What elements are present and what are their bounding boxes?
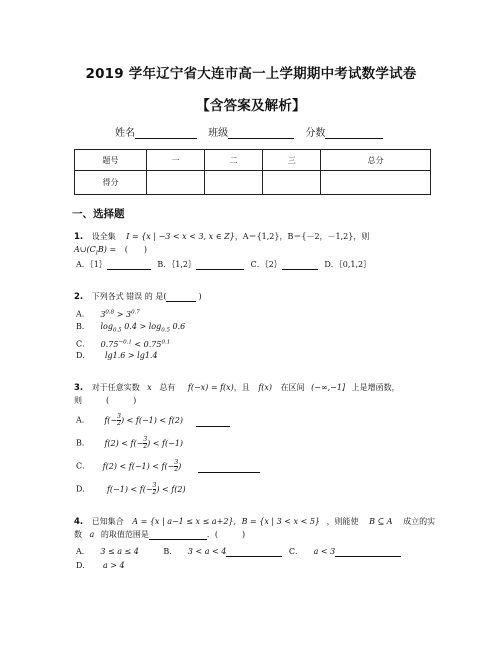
option-c[interactable]: a < 3 bbox=[313, 547, 336, 556]
question-text: 数 bbox=[74, 530, 82, 539]
option-c[interactable]: C．｛2｝ bbox=[250, 260, 282, 269]
question-number: 2. bbox=[74, 292, 84, 302]
question-text: ) bbox=[198, 292, 202, 301]
option-a[interactable]: 3 ≤ a ≤ 4 bbox=[100, 547, 139, 556]
option-label: C． bbox=[76, 461, 91, 471]
option-label: A． bbox=[76, 415, 90, 425]
option-a[interactable]: A．｛1｝ bbox=[76, 260, 107, 269]
answer-blank[interactable] bbox=[198, 463, 260, 473]
math-expression: B = {x | 3 < x < 5} bbox=[241, 517, 321, 526]
question-text: ．( ) bbox=[206, 530, 246, 539]
question-number: 3. bbox=[74, 383, 84, 393]
math-expression: 0.6 bbox=[170, 322, 186, 331]
header-cell: 总分 bbox=[321, 150, 431, 171]
fraction-numerator: 3 bbox=[143, 436, 148, 443]
option-b[interactable]: 3 < a < 4 bbox=[187, 547, 227, 556]
question-text: 的取值范围是 bbox=[100, 530, 149, 539]
math-subscript: 0.5 bbox=[161, 327, 170, 334]
math-expression: 0.4 > log bbox=[121, 322, 162, 331]
section-heading: 一、选择题 bbox=[72, 208, 125, 220]
score-label: 分数 bbox=[305, 128, 326, 139]
option-underline bbox=[282, 260, 318, 270]
option-label: A． bbox=[76, 309, 90, 319]
option-label: C． bbox=[76, 339, 91, 349]
question-4-option-d[interactable] bbox=[76, 561, 125, 571]
math-expression: I = {x | −3 < x < 3, x ∈ Z} bbox=[126, 232, 235, 241]
math-expression: > 3 bbox=[114, 309, 132, 319]
score-field[interactable] bbox=[325, 129, 383, 139]
question-number: 4. bbox=[74, 517, 84, 527]
name-field[interactable] bbox=[135, 129, 197, 139]
math-variable: a bbox=[89, 530, 95, 539]
header-cell: 三 bbox=[263, 150, 321, 171]
question-4-line-2 bbox=[74, 530, 245, 540]
class-label: 班级 bbox=[208, 128, 229, 139]
class-field[interactable] bbox=[228, 129, 294, 139]
math-expression: A = {x | a−1 ≤ x ≤ a+2}, bbox=[132, 517, 237, 526]
math-expression: B) = bbox=[97, 245, 117, 254]
score-cell[interactable] bbox=[321, 171, 431, 195]
fraction-denominator: 2 bbox=[152, 489, 157, 496]
page-subtitle: 【含答案及解析】 bbox=[196, 98, 306, 114]
math-expression: < 0.75 bbox=[131, 339, 162, 349]
option-underline bbox=[335, 547, 401, 557]
math-expression: ) bbox=[178, 461, 182, 471]
question-text: 设全集 bbox=[91, 232, 116, 241]
question-3-line-1 bbox=[74, 383, 400, 393]
fraction-denominator: 2 bbox=[117, 420, 121, 427]
math-expression: 3 bbox=[100, 309, 106, 319]
question-text: 上是增函数， bbox=[351, 383, 400, 392]
math-expression: B ⊆ A bbox=[369, 517, 393, 526]
fraction-numerator: 3 bbox=[117, 413, 121, 420]
math-expression: ) < f(−1) < f(2) bbox=[120, 415, 183, 425]
question-1-line-1 bbox=[74, 232, 369, 242]
math-exponent: 0.8 bbox=[105, 309, 115, 315]
option-label: C． bbox=[288, 547, 304, 556]
fraction-numerator: 3 bbox=[174, 459, 179, 466]
option-underline bbox=[226, 547, 282, 557]
math-exponent: 0.7 bbox=[131, 309, 140, 315]
row-label-cell: 得分 bbox=[75, 171, 147, 195]
header-cell: 一 bbox=[147, 150, 205, 171]
score-table-row bbox=[75, 171, 431, 195]
question-1-line-2 bbox=[74, 245, 147, 259]
math-expression: f(2) < f(− bbox=[104, 438, 144, 448]
question-3-line-2: 则 ( ) bbox=[74, 396, 137, 405]
math-subscript: I bbox=[95, 250, 98, 257]
question-text: ，且 bbox=[233, 383, 250, 392]
math-expression: ) < f(−1) bbox=[147, 438, 184, 448]
question-3-option-d[interactable] bbox=[76, 483, 186, 496]
question-3-option-a[interactable] bbox=[76, 414, 230, 427]
option-d[interactable]: D．｛0,1,2｝ bbox=[324, 260, 372, 269]
math-expression: f(−1) < f(− bbox=[106, 484, 153, 494]
answer-blank[interactable] bbox=[196, 417, 230, 427]
answer-blank[interactable] bbox=[166, 292, 196, 302]
math-subscript: 0.5 bbox=[112, 327, 122, 334]
score-table bbox=[74, 149, 431, 195]
option-d[interactable]: a > 4 bbox=[102, 561, 125, 570]
student-info-line bbox=[115, 124, 383, 139]
question-1-options bbox=[76, 260, 371, 270]
question-2-option-b[interactable] bbox=[76, 322, 185, 336]
option-label: B． bbox=[76, 322, 90, 331]
answer-blank[interactable] bbox=[149, 530, 207, 540]
question-4-options bbox=[76, 547, 401, 557]
question-number: 1. bbox=[74, 232, 84, 242]
score-cell[interactable] bbox=[263, 171, 321, 195]
option-label: D． bbox=[76, 351, 91, 360]
question-text: 总有 bbox=[159, 383, 176, 392]
option-label: D． bbox=[76, 561, 91, 570]
question-text: 成立的实 bbox=[403, 517, 436, 526]
page-title: 2019 学年辽宁省大连市高一上学期期中考试数学试卷 bbox=[85, 66, 417, 82]
question-4-line-1 bbox=[74, 517, 435, 527]
question-text: 在区间 bbox=[280, 383, 305, 392]
math-exponent: 0.1 bbox=[161, 339, 171, 345]
fraction-numerator: 3 bbox=[152, 482, 157, 489]
question-2-option-a[interactable] bbox=[76, 307, 140, 320]
math-variable: x bbox=[147, 383, 152, 392]
math-expression: 0.75 bbox=[100, 339, 119, 349]
option-underline bbox=[196, 260, 244, 270]
math-expression: f(2) < f(−1) < f(− bbox=[102, 461, 175, 471]
question-text: ，A＝{1,2}，B＝{－2，－1,2}，则 bbox=[234, 232, 370, 241]
question-2-option-d[interactable] bbox=[76, 351, 158, 361]
question-3-option-b[interactable] bbox=[76, 437, 183, 450]
math-expression: ) < f(2) bbox=[156, 484, 186, 494]
math-expression: lg1.6 > lg1.4 bbox=[104, 351, 158, 360]
question-text: 已知集合 bbox=[91, 517, 124, 526]
math-expression: (−∞,−1] bbox=[311, 383, 346, 392]
question-text: 下列各式 错误 的 是( bbox=[91, 292, 167, 301]
answer-paren: ( ) bbox=[124, 245, 147, 254]
name-label: 姓名 bbox=[115, 128, 135, 139]
score-cell[interactable] bbox=[205, 171, 263, 195]
question-2-stem bbox=[74, 292, 202, 302]
question-3-option-c[interactable] bbox=[76, 460, 260, 473]
option-label: B． bbox=[76, 438, 90, 448]
math-expression: f(− bbox=[104, 415, 118, 425]
question-text: 对于任意实数 bbox=[91, 383, 140, 392]
header-cell: 题号 bbox=[75, 150, 147, 171]
score-cell[interactable] bbox=[147, 171, 205, 195]
fraction-denominator: 2 bbox=[174, 466, 179, 473]
math-exponent: −0.1 bbox=[118, 339, 132, 345]
question-2-option-c[interactable] bbox=[76, 337, 170, 350]
math-expression: f(−x) = f(x) bbox=[187, 383, 234, 392]
question-text: ，则能使 bbox=[326, 517, 359, 526]
fraction-denominator: 2 bbox=[143, 443, 148, 450]
math-expression: log bbox=[100, 322, 113, 331]
option-underline bbox=[107, 260, 151, 270]
option-b[interactable]: B．｛1,2｝ bbox=[157, 260, 197, 269]
math-expression: A∪(C bbox=[74, 245, 96, 254]
score-table-header-row bbox=[75, 150, 431, 171]
header-cell: 二 bbox=[205, 150, 263, 171]
math-expression: f(x) bbox=[258, 383, 273, 392]
option-label: B． bbox=[163, 547, 178, 556]
option-label: D． bbox=[76, 484, 91, 494]
option-label: A． bbox=[76, 547, 90, 556]
